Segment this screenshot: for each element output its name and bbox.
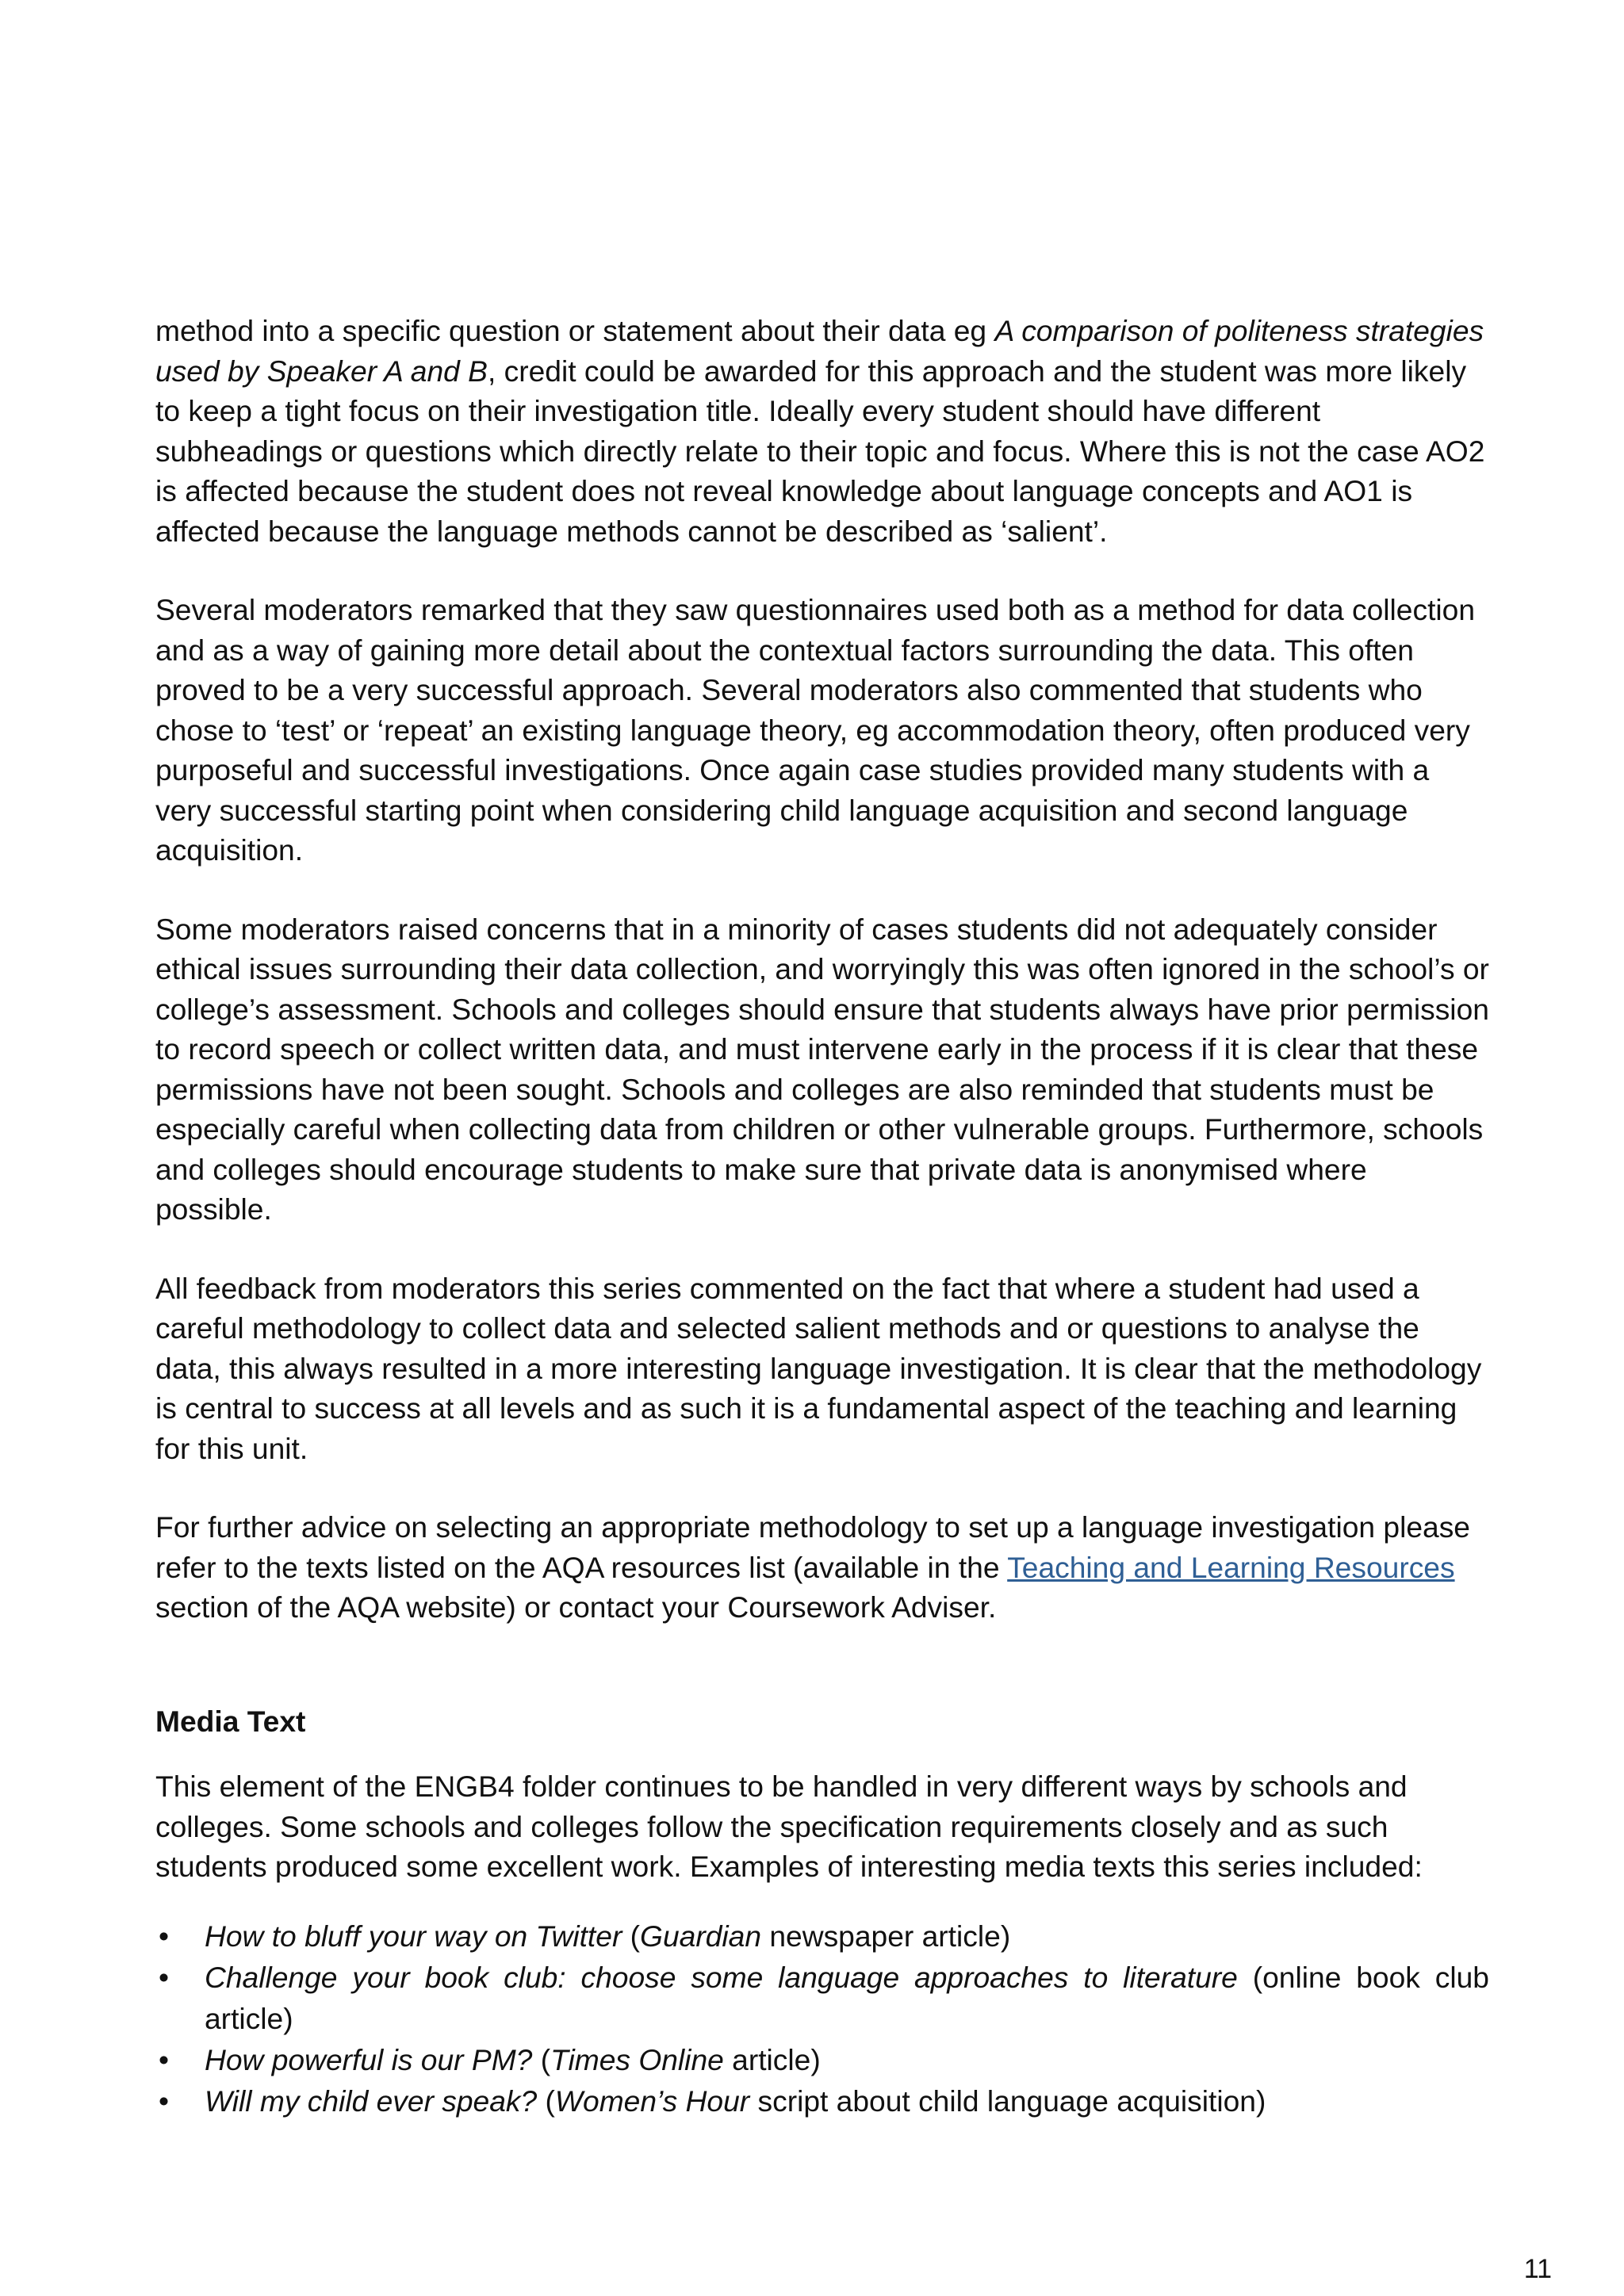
item-text: ( bbox=[532, 2042, 551, 2076]
section-heading-media-text: Media Text bbox=[155, 1704, 306, 1738]
paragraph-questionnaires: Several moderators remarked that they saw questionnaires used both as a method for data collection and as a way of gaining more detail about the contextual factors surrounding the data. This often proved to be a very successful approach. Several moderators also commented that students who chose to ‘test’ or ‘repeat’ an existing language theory, eg accommodation theory, often produced very purposeful and successful investigations. Once again case studies provided many students with a very successful starting point when considering child language acquisition and second language acquisition. bbox=[155, 593, 1476, 867]
document-body bbox=[155, 311, 1489, 2122]
item-text: (online book club article) bbox=[205, 1960, 1489, 2035]
item-source-italic: Times Online bbox=[550, 2042, 724, 2076]
teaching-learning-resources-link[interactable]: Teaching and Learning Resources bbox=[1007, 1550, 1455, 1584]
list-item bbox=[155, 2039, 1489, 2080]
item-text: ( bbox=[622, 1919, 641, 1953]
item-text: newspaper article) bbox=[761, 1919, 1011, 1953]
bullet-icon: • bbox=[159, 1919, 170, 1953]
paragraph-feedback: All feedback from moderators this series commented on the fact that where a student had used a careful methodology to collect data and selected salient methods and or questions to analyse the data, this always resulted in a more interesting language investigation. It is clear that the methodology is central to success at all levels and as such it is a fundamental aspect of the teaching and learning for this unit. bbox=[155, 1271, 1482, 1465]
item-text: article) bbox=[723, 2042, 821, 2076]
example-title-italic: A comparison of politeness strategies used by Speaker A and B bbox=[155, 314, 1484, 388]
paragraph-text: method into a specific question or statement about their data eg bbox=[155, 314, 995, 347]
item-source-italic: Women’s Hour bbox=[554, 2084, 750, 2118]
bullet-icon: • bbox=[159, 1960, 170, 1994]
item-title-italic: Challenge your book club: choose some language approaches to literature bbox=[205, 1960, 1238, 1994]
item-title-italic: How to bluff your way on Twitter bbox=[205, 1919, 622, 1953]
page-number: 11 bbox=[1523, 2254, 1552, 2284]
paragraph-ethical-issues: Some moderators raised concerns that in a minority of cases students did not adequately consider ethical issues surrounding their data collection, and worryingly this was often ignored in the school’s or college’s assessment. Schools and colleges should ensure that students always have prior permission to record speech or collect written data, and must intervene early in the process if it is clear that these permissions have not been sought. Schools and colleges are also reminded that students must be especially careful when collecting data from children or other vulnerable groups. Furthermore, schools and colleges should encourage students to make sure that private data is anonymised where possible. bbox=[155, 912, 1489, 1226]
item-title-italic: How powerful is our PM? bbox=[205, 2042, 533, 2076]
paragraph-media-intro: This element of the ENGB4 folder continues to be handled in very different ways by schools and colleges. Some schools and colleges follow the specification requirements closely and as such students produced some excellent work. Examples of interesting media texts this series included: bbox=[155, 1770, 1423, 1883]
media-examples-list bbox=[155, 1915, 1489, 2122]
paragraph-further-advice bbox=[155, 1507, 1489, 1628]
item-text: ( bbox=[537, 2084, 555, 2118]
paragraph-text: section of the AQA website) or contact your Coursework Adviser. bbox=[155, 1590, 997, 1624]
paragraph-methodology-focus bbox=[155, 311, 1489, 551]
bullet-icon: • bbox=[159, 2084, 170, 2118]
list-item bbox=[155, 2080, 1489, 2122]
list-item bbox=[155, 1915, 1489, 1957]
paragraph-text: For further advice on selecting an appropriate methodology to set up a language investigation please refer to the texts listed on the AQA resources list (available in the bbox=[155, 1510, 1470, 1584]
item-title-italic: Will my child ever speak? bbox=[205, 2084, 538, 2118]
item-text: script about child language acquisition) bbox=[749, 2084, 1266, 2118]
list-item bbox=[155, 1957, 1489, 2039]
item-source-italic: Guardian bbox=[640, 1919, 762, 1953]
paragraph-text: , credit could be awarded for this approach and the student was more likely to keep a tight focus on their investigation title. Ideally every student should have different subheadings or questions which directly relate to their topic and focus. Where this is not the case AO2 is affected because the student does not reveal knowledge about language concepts and AO1 is affected because the language methods cannot be described as ‘salient’. bbox=[155, 354, 1485, 548]
bullet-icon: • bbox=[159, 2042, 170, 2076]
